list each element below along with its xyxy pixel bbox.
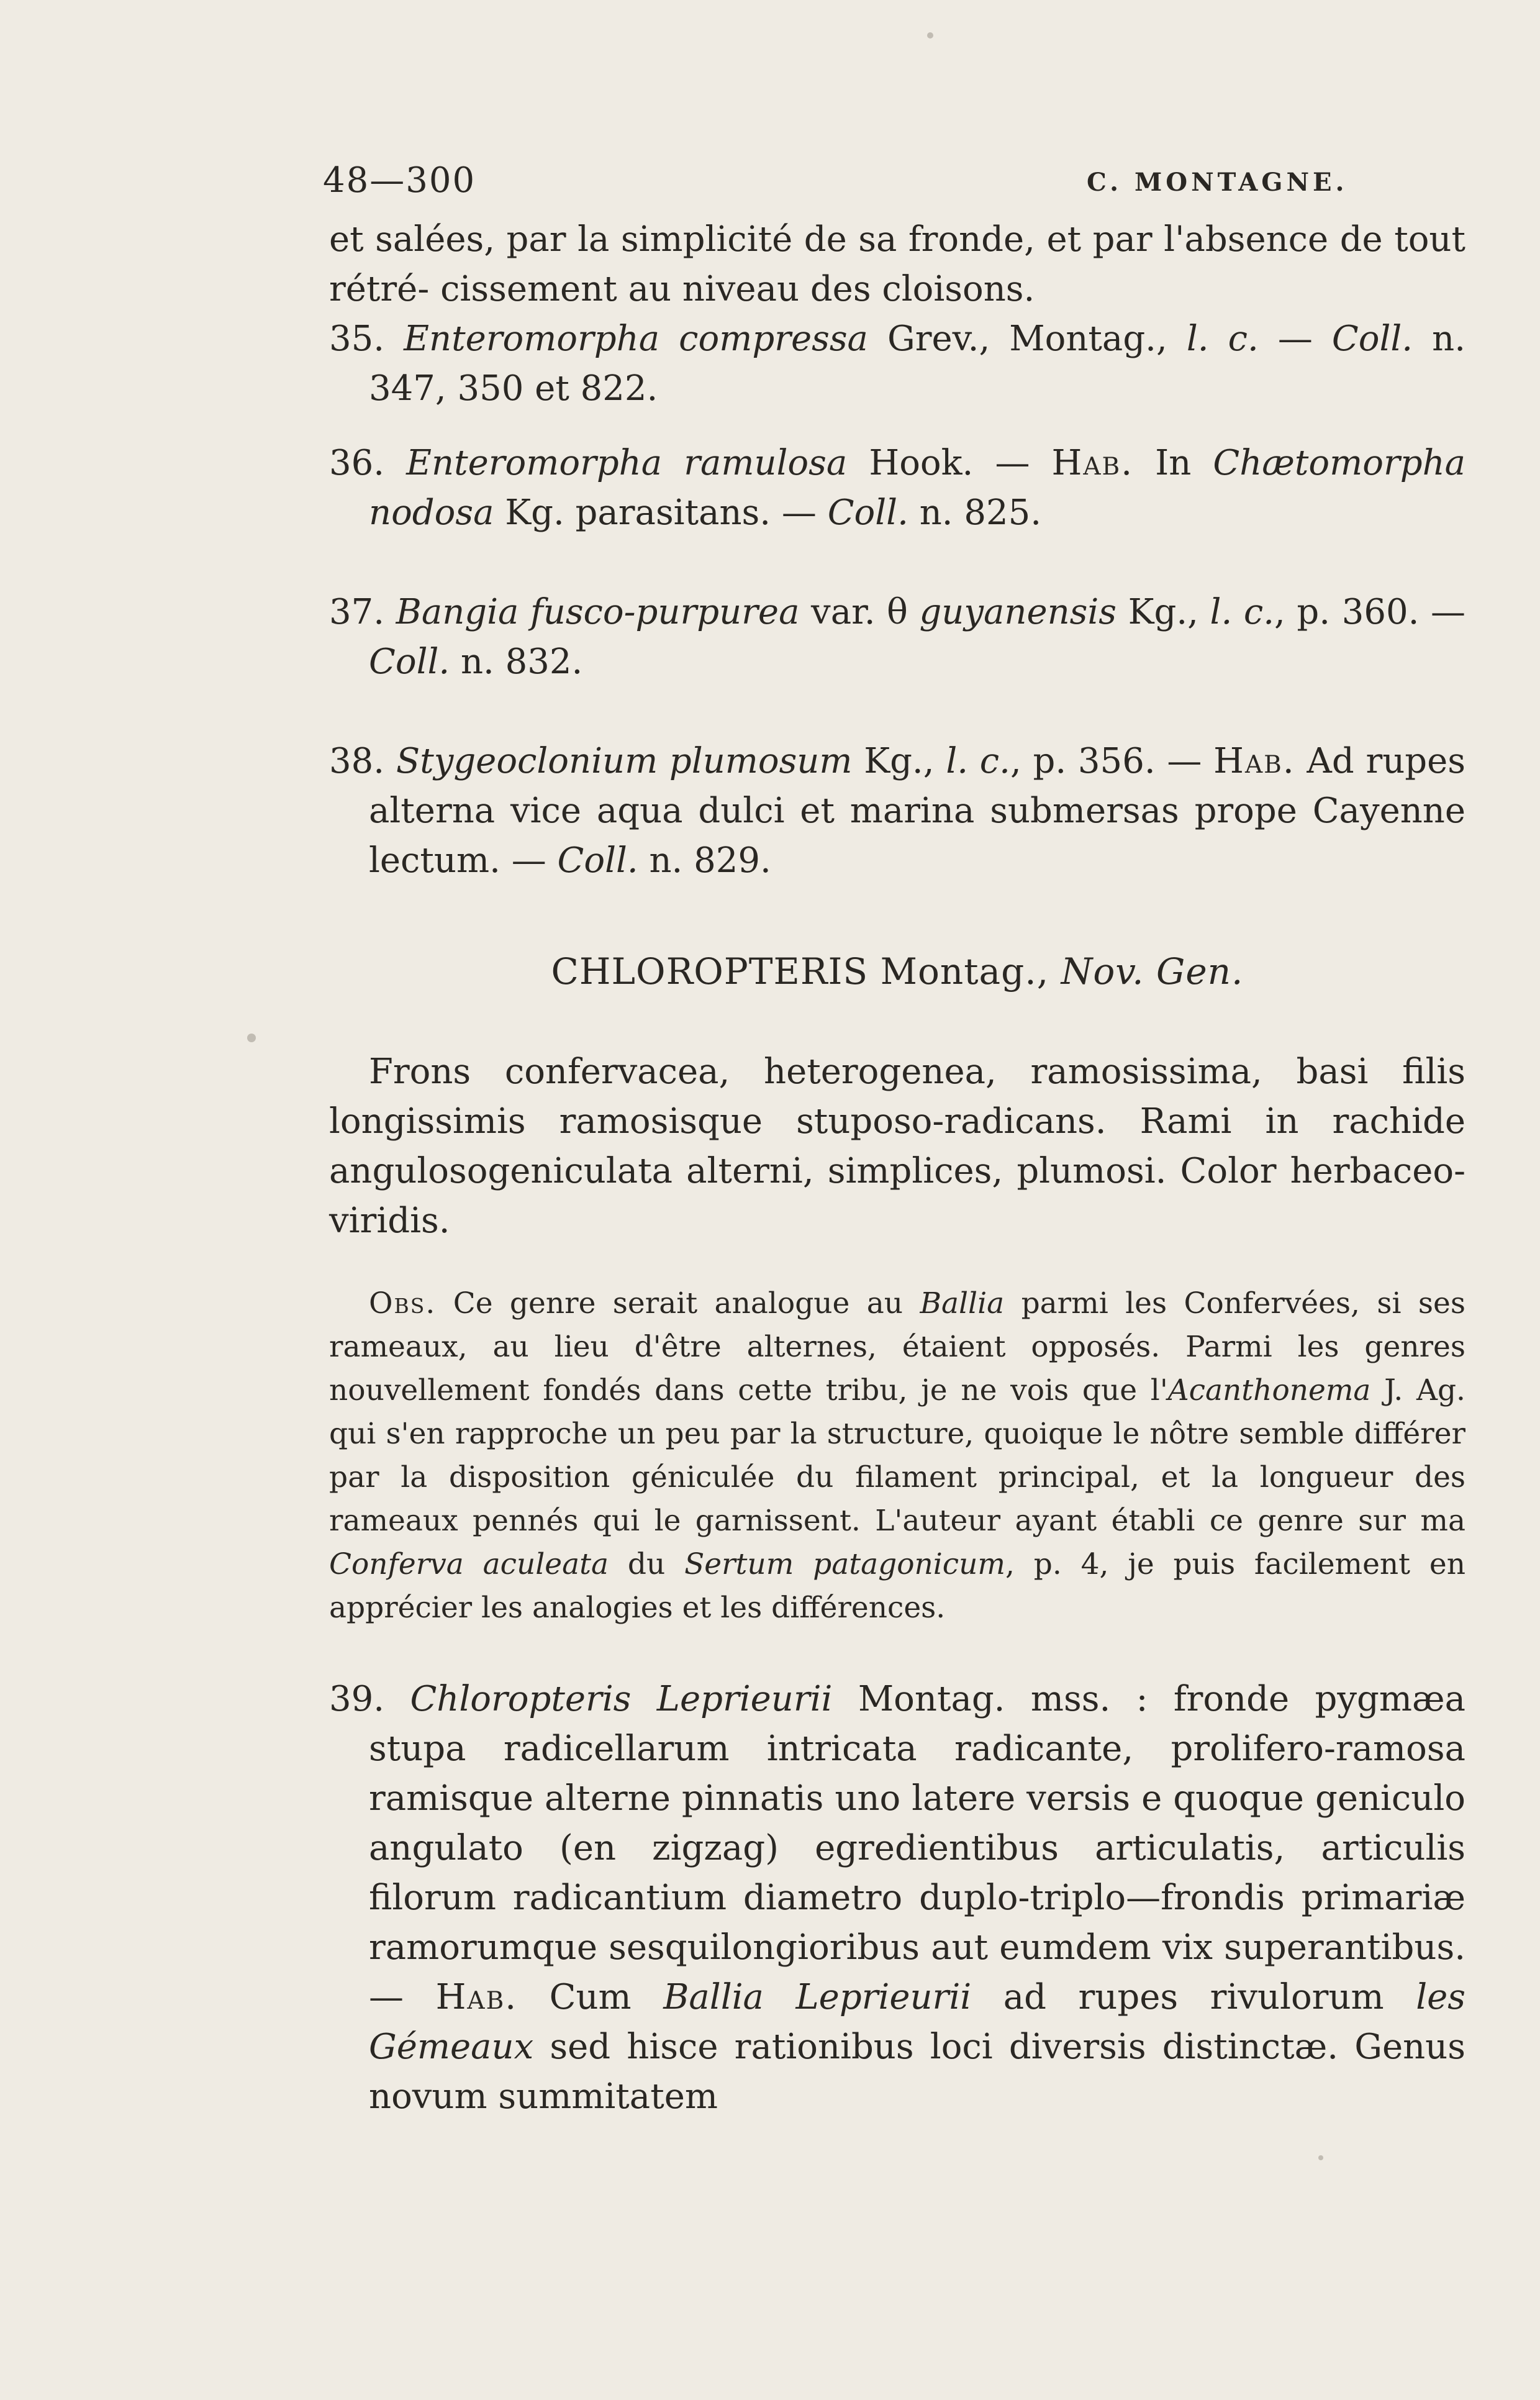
obs-text: parmi les Confervées, si ses rameaux, au lieu d'être alternes, étaient opposés. Parmi les genres nouvellement fondés dans cette tribu, je ne vois que l'	[329, 1286, 1465, 1407]
entry-number: 38.	[329, 741, 385, 781]
reference: l. c.	[946, 741, 1010, 781]
entry-text: , p. 356. —	[1010, 741, 1214, 781]
taxon-name: Enteromorpha compressa	[404, 319, 868, 359]
entry-38	[329, 737, 1465, 886]
obs-text: J. Ag. qui s'en rapproche un peu par la structure, quoique le nôtre semble différer par la disposition géniculée du filament principal, et la longueur des rameaux pennés qui le garnissent. L'auteur ayant établi ce genre sur ma	[329, 1373, 1465, 1538]
entry-number: 39.	[329, 1679, 385, 1719]
obs-label: Obs.	[369, 1286, 437, 1320]
habitat-label: Hab.	[1213, 741, 1295, 781]
intro-paragraph	[329, 215, 1465, 314]
entry-number: 35.	[329, 319, 385, 359]
associated-taxon: Ballia Leprieurii	[663, 1977, 972, 2017]
entry-text: Kg.,	[852, 741, 946, 781]
species-mention: Conferva aculeata	[329, 1547, 609, 1581]
taxon-name: Chloropteris Leprieurii	[410, 1679, 833, 1719]
taxon-name: Stygeoclonium plumosum	[396, 741, 853, 781]
work-title: Sertum patagonicum	[684, 1547, 1005, 1581]
host-taxon: Chætomorpha nodosa	[369, 443, 1466, 533]
habitat-label: Hab.	[435, 1977, 518, 2017]
entry-36	[329, 439, 1465, 538]
entry-text: var. θ	[799, 592, 920, 632]
collection-ref: Coll.	[369, 642, 450, 682]
entry-39	[329, 1675, 1465, 2122]
collection-ref: Coll.	[1331, 319, 1413, 359]
genus-description: Frons confervacea, heterogenea, ramosissima, basi filis longissimis ramosisque stuposo-radicans. Rami in rachide angulosogeniculata alterni, simplices, plumosi. Color herbaceo-viridis.	[329, 1052, 1465, 1241]
taxon-name: Bangia fusco-purpurea	[396, 592, 800, 632]
obs-text: Ce genre serait analogue au	[436, 1286, 920, 1320]
paper-speck	[247, 1034, 256, 1042]
paper-speck	[1318, 2155, 1323, 2160]
entry-text: Hook. —	[847, 443, 1052, 483]
entry-number: 36.	[329, 443, 385, 483]
obs-text: du	[609, 1547, 685, 1581]
reference: l. c.	[1186, 319, 1259, 359]
entry-number: 37.	[329, 592, 385, 632]
page-header	[323, 160, 1465, 210]
genus-reference: Nov. Gen.	[1061, 950, 1244, 993]
entry-text: Montag. mss. : fronde pygmæa stupa radicellarum intricata radicante, prolifero-ramosa ramisque alterne pinnatis uno latere versis e quoque geniculo angulato (en zigzag) egredientibus articulatis, articulis filorum radicantium diametro duplo-triplo—frondis primariæ ramorumque sesquilongioribus aut eumdem vix superantibus. —	[369, 1679, 1465, 2017]
collection-ref: Coll.	[557, 840, 638, 881]
habitat-label: Hab.	[1051, 443, 1133, 483]
entry-text: Ad rupes alterna vice aqua dulci et marina submersas prope Cayenne lectum. —	[369, 741, 1466, 881]
entry-text: Cum	[517, 1977, 664, 2017]
entry-37	[329, 588, 1465, 687]
entry-text: ad rupes rivulorum	[971, 1977, 1416, 2017]
entry-text: Kg. parasitans. —	[494, 493, 828, 533]
entry-text: n. 347, 350 et 822.	[369, 319, 1466, 409]
collection-ref: Coll.	[827, 493, 908, 533]
running-title: C. MONTAGNE.	[1087, 168, 1348, 197]
locality: les Gémeaux	[369, 1977, 1465, 2067]
taxon-name: Enteromorpha ramulosa	[406, 443, 848, 483]
reference: l. c.	[1210, 592, 1275, 632]
intro-line-2: cissement au niveau des cloisons.	[440, 269, 1035, 309]
genus-mention: Acanthonema	[1167, 1373, 1371, 1407]
entry-text: —	[1258, 319, 1332, 359]
entry-35	[329, 314, 1465, 414]
observation-paragraph	[329, 1282, 1465, 1630]
genus-mention: Ballia	[920, 1286, 1005, 1320]
variety-name: guyanensis	[919, 592, 1117, 632]
entry-text: n. 825.	[908, 493, 1042, 533]
intro-line-1: et salées, par la simplicité de sa fronde, et par l'absence de tout rétré-	[329, 219, 1465, 309]
entry-text: Grev., Montag.,	[867, 319, 1187, 359]
entry-text: n. 832.	[450, 642, 583, 682]
genus-author: Montag.,	[868, 950, 1061, 993]
entry-text: In	[1133, 443, 1213, 483]
entry-text: , p. 360. —	[1274, 592, 1465, 632]
genus-name: CHLOROPTERIS	[551, 950, 869, 993]
page-numbers: 48—300	[323, 160, 476, 201]
genus-heading	[329, 950, 1465, 993]
entry-text: Kg.,	[1116, 592, 1210, 632]
entry-text: n. 829.	[638, 840, 771, 881]
obs-text: , p. 4, je puis facilement en apprécier les analogies et les différences.	[329, 1547, 1465, 1625]
paper-speck	[927, 32, 933, 39]
entry-text: sed hisce rationibus loci diversis distinctæ. Genus novum summitatem	[369, 2027, 1465, 2117]
